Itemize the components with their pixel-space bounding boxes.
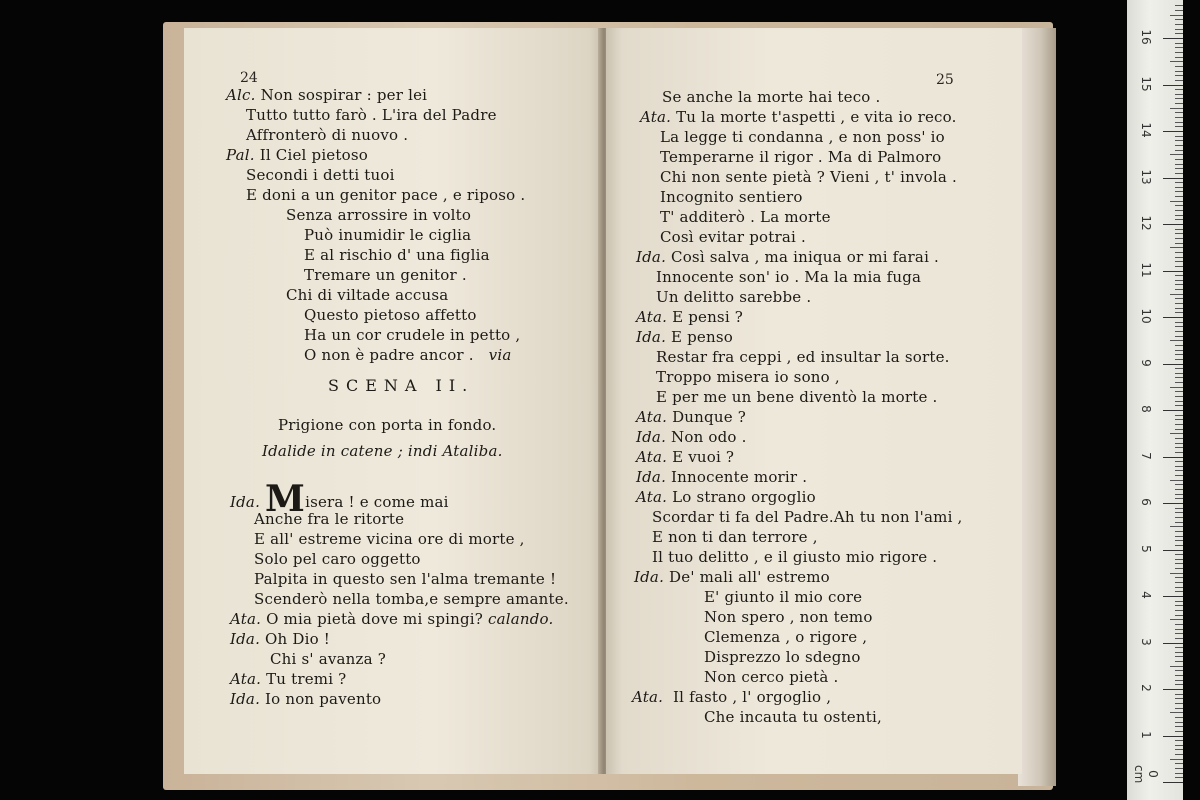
ruler-tick — [1175, 656, 1183, 657]
text-line: Scenderò nella tomba,e sempre amante. — [254, 590, 569, 608]
ruler-tick — [1163, 736, 1183, 737]
ruler-tick — [1175, 610, 1183, 611]
ruler-tick — [1175, 452, 1183, 453]
ruler-tick — [1175, 289, 1183, 290]
ruler-tick — [1175, 508, 1183, 509]
ruler-tick — [1175, 117, 1183, 118]
ruler-tick — [1175, 763, 1183, 764]
ruler-tick — [1175, 98, 1183, 99]
measuring-ruler — [1127, 0, 1183, 800]
ruler-tick — [1175, 773, 1183, 774]
text-line: Alc. Non sospirar : per lei — [226, 86, 428, 104]
text-line: Incognito sentiero — [660, 188, 803, 206]
ruler-tick — [1175, 308, 1183, 309]
ruler-tick — [1175, 266, 1183, 267]
text-line: Ida. Io non pavento — [230, 690, 382, 708]
ruler-tick — [1175, 749, 1183, 750]
ruler-tick — [1175, 373, 1183, 374]
ruler-tick — [1175, 112, 1183, 113]
ruler-tick — [1175, 168, 1183, 169]
ruler-tick — [1175, 424, 1183, 425]
drop-cap: M — [265, 478, 306, 520]
ruler-tick — [1170, 619, 1183, 620]
ruler-tick — [1175, 768, 1183, 769]
text-line: Ida. Così salva , ma iniqua or mi farai . — [636, 248, 940, 266]
text-line: Ata. Tu la morte t'aspetti , e vita io reco. — [640, 108, 957, 126]
ruler-tick — [1175, 559, 1183, 560]
text-line: Se anche la morte hai teco . — [662, 88, 881, 106]
ruler-tick — [1170, 526, 1183, 527]
ruler-tick — [1163, 643, 1183, 644]
ruler-tick — [1175, 475, 1183, 476]
ruler-tick — [1163, 689, 1183, 690]
text-line: Ida. De' mali all' estremo — [634, 568, 830, 586]
ruler-tick — [1170, 154, 1183, 155]
text-line: Clemenza , o rigore , — [704, 628, 868, 646]
ruler-tick — [1175, 415, 1183, 416]
text-line: Tremare un genitor . — [304, 266, 467, 284]
ruler-tick — [1163, 271, 1183, 272]
ruler-tick — [1175, 722, 1183, 723]
ruler-tick — [1175, 443, 1183, 444]
ruler-tick — [1175, 350, 1183, 351]
ruler-tick — [1175, 345, 1183, 346]
ruler-tick — [1175, 191, 1183, 192]
ruler-tick — [1175, 196, 1183, 197]
ruler-tick — [1175, 33, 1183, 34]
ruler-tick — [1175, 219, 1183, 220]
ruler-tick — [1175, 326, 1183, 327]
ruler-tick — [1175, 694, 1183, 695]
ruler-tick — [1175, 703, 1183, 704]
ruler-tick — [1175, 494, 1183, 495]
ruler-tick — [1175, 647, 1183, 648]
text-line: Palpita in questo sen l'alma tremante ! — [254, 570, 557, 588]
text-line: Ida. Misera ! e come mai — [230, 478, 449, 520]
ruler-tick — [1175, 257, 1183, 258]
text-line: Il tuo delitto , e il giusto mio rigore . — [652, 548, 938, 566]
text-line: Scordar ti fa del Padre.Ah tu non l'ami , — [652, 508, 963, 526]
ruler-tick — [1175, 229, 1183, 230]
ruler-tick — [1175, 140, 1183, 141]
text-line: Affronterò di nuovo . — [246, 126, 409, 144]
text-line: Ida. Oh Dio ! — [230, 630, 330, 648]
ruler-number: 15 — [1139, 75, 1153, 92]
ruler-tick — [1175, 303, 1183, 304]
ruler-number: 14 — [1139, 122, 1153, 138]
ruler-tick — [1163, 503, 1183, 504]
ruler-tick — [1175, 280, 1183, 281]
ruler-tick — [1175, 391, 1183, 392]
ruler-tick — [1175, 568, 1183, 569]
ruler-tick — [1175, 429, 1183, 430]
text-line: Questo pietoso affetto — [304, 306, 477, 324]
ruler-tick — [1175, 670, 1183, 671]
text-line: Ata. O mia pietà dove mi spingi? calando. — [230, 610, 554, 628]
ruler-number: 5 — [1139, 544, 1153, 553]
ruler-tick — [1163, 457, 1183, 458]
ruler-tick — [1175, 126, 1183, 127]
text-line: Senza arrossire in volto — [286, 206, 472, 224]
ruler-tick — [1175, 368, 1183, 369]
left-page — [184, 28, 602, 774]
ruler-tick — [1175, 150, 1183, 151]
ruler-tick — [1175, 517, 1183, 518]
ruler-tick — [1175, 5, 1183, 6]
text-line: Ata. Lo strano orgoglio — [636, 488, 816, 506]
ruler-tick — [1175, 624, 1183, 625]
ruler-tick — [1175, 238, 1183, 239]
ruler-tick — [1175, 587, 1183, 588]
ruler-tick — [1175, 57, 1183, 58]
ruler-tick — [1175, 531, 1183, 532]
scene-characters: Idalide in catene ; indi Ataliba. — [262, 442, 503, 460]
ruler-tick — [1175, 71, 1183, 72]
text-line: Innocente son' io . Ma la mia fuga — [656, 268, 922, 286]
page-number: 24 — [240, 70, 258, 86]
text-line: Ata. Dunque ? — [636, 408, 746, 426]
ruler-tick — [1175, 75, 1183, 76]
ruler-tick — [1175, 605, 1183, 606]
ruler-tick — [1175, 601, 1183, 602]
text-line: Ata. Il fasto , l' orgoglio , — [632, 688, 832, 706]
ruler-tick — [1175, 164, 1183, 165]
ruler-tick — [1175, 405, 1183, 406]
ruler-tick — [1175, 522, 1183, 523]
ruler-tick — [1163, 782, 1183, 783]
ruler-tick — [1175, 359, 1183, 360]
text-line: Disprezzo lo sdegno — [704, 648, 861, 666]
ruler-tick — [1175, 187, 1183, 188]
text-line: Ata. Tu tremi ? — [230, 670, 347, 688]
text-line: T' additerò . La morte — [660, 208, 831, 226]
ruler-number: 12 — [1139, 215, 1153, 231]
ruler-tick — [1175, 461, 1183, 462]
ruler-tick — [1175, 754, 1183, 755]
ruler-tick — [1175, 498, 1183, 499]
text-line: E per me un bene diventò la morte . — [656, 388, 938, 406]
ruler-tick — [1175, 680, 1183, 681]
ruler-tick — [1175, 322, 1183, 323]
text-line: Così evitar potrai . — [660, 228, 806, 246]
text-line: Temperarne il rigor . Ma di Palmoro — [660, 148, 942, 166]
ruler-tick — [1175, 726, 1183, 727]
ruler-unit-label: 0 cm — [1132, 765, 1160, 784]
ruler-tick — [1175, 331, 1183, 332]
right-page — [606, 28, 1022, 774]
ruler-tick — [1163, 364, 1183, 365]
ruler-tick — [1163, 178, 1183, 179]
ruler-tick — [1175, 182, 1183, 183]
ruler-tick — [1175, 684, 1183, 685]
ruler-tick — [1175, 215, 1183, 216]
ruler-tick — [1175, 382, 1183, 383]
ruler-tick — [1170, 433, 1183, 434]
text-line: Restar fra ceppi , ed insultar la sorte. — [656, 348, 950, 366]
ruler-tick — [1175, 438, 1183, 439]
ruler-tick — [1175, 745, 1183, 746]
text-line: Ida. E penso — [636, 328, 734, 346]
ruler-tick — [1175, 577, 1183, 578]
ruler-tick — [1175, 536, 1183, 537]
ruler-tick — [1175, 103, 1183, 104]
ruler-number: 3 — [1139, 637, 1153, 646]
scene-setting: Prigione con porta in fondo. — [278, 416, 497, 434]
ruler-tick — [1175, 652, 1183, 653]
ruler-tick — [1175, 615, 1183, 616]
ruler-tick — [1175, 94, 1183, 95]
ruler-tick — [1175, 252, 1183, 253]
ruler-tick — [1175, 354, 1183, 355]
ruler-tick — [1175, 447, 1183, 448]
text-line: Un delitto sarebbe . — [656, 288, 812, 306]
ruler-tick — [1175, 396, 1183, 397]
ruler-tick — [1175, 43, 1183, 44]
ruler-tick — [1175, 275, 1183, 276]
ruler-tick — [1170, 480, 1183, 481]
ruler-number: 8 — [1139, 405, 1153, 413]
ruler-tick — [1175, 136, 1183, 137]
ruler-tick — [1163, 550, 1183, 551]
ruler-number: 2 — [1139, 684, 1153, 692]
ruler-tick — [1175, 205, 1183, 206]
text-line: E doni a un genitor pace , e riposo . — [246, 186, 526, 204]
ruler-tick — [1175, 29, 1183, 30]
text-line: E' giunto il mio core — [704, 588, 863, 606]
ruler-tick — [1175, 401, 1183, 402]
text-line: Ha un cor crudele in petto , — [304, 326, 521, 344]
page-number: 25 — [936, 72, 954, 88]
ruler-tick — [1175, 512, 1183, 513]
text-line: Ida. Innocente morir . — [636, 468, 808, 486]
text-line: Ida. Non odo . — [636, 428, 747, 446]
ruler-tick — [1175, 233, 1183, 234]
ruler-number: 7 — [1139, 451, 1153, 460]
ruler-tick — [1175, 66, 1183, 67]
text-line: Chi di viltade accusa — [286, 286, 449, 304]
ruler-number: 6 — [1139, 498, 1153, 506]
ruler-tick — [1175, 777, 1183, 778]
ruler-tick — [1175, 122, 1183, 123]
ruler-number: 1 — [1139, 730, 1153, 739]
ruler-tick — [1175, 80, 1183, 81]
ruler-tick — [1175, 173, 1183, 174]
ruler-tick — [1175, 298, 1183, 299]
text-line: Troppo misera io sono , — [656, 368, 840, 386]
ruler-tick — [1175, 19, 1183, 20]
ruler-tick — [1170, 759, 1183, 760]
ruler-tick — [1163, 38, 1183, 39]
ruler-tick — [1175, 731, 1183, 732]
ruler-tick — [1175, 633, 1183, 634]
ruler-tick — [1175, 708, 1183, 709]
scene-heading: SCENA II. — [328, 376, 475, 395]
ruler-number: 16 — [1139, 29, 1153, 45]
text-line: Che incauta tu ostenti, — [704, 708, 882, 726]
text-line: Tutto tutto farò . L'ira del Padre — [246, 106, 497, 124]
ruler-tick — [1170, 294, 1183, 295]
ruler-tick — [1170, 712, 1183, 713]
ruler-tick — [1175, 545, 1183, 546]
ruler-tick — [1175, 717, 1183, 718]
ruler-tick — [1175, 554, 1183, 555]
text-line: La legge ti condanna , e non poss' io — [660, 128, 945, 146]
text-line: Ata. E vuoi ? — [636, 448, 735, 466]
ruler-tick — [1175, 89, 1183, 90]
ruler-tick — [1175, 47, 1183, 48]
ruler-tick — [1175, 582, 1183, 583]
ruler-tick — [1175, 243, 1183, 244]
ruler-tick — [1170, 201, 1183, 202]
ruler-tick — [1170, 666, 1183, 667]
ruler-tick — [1170, 15, 1183, 16]
text-line: Non spero , non temo — [704, 608, 873, 626]
ruler-tick — [1175, 145, 1183, 146]
text-line: Chi s' avanza ? — [270, 650, 386, 668]
text-line: E all' estreme vicina ore di morte , — [254, 530, 525, 548]
text-line: E al rischio d' una figlia — [304, 246, 490, 264]
ruler-tick — [1175, 489, 1183, 490]
ruler-tick — [1175, 629, 1183, 630]
ruler-tick — [1175, 261, 1183, 262]
text-line: Chi non sente pietà ? Vieni , t' invola . — [660, 168, 957, 186]
ruler-tick — [1175, 52, 1183, 53]
ruler-tick — [1170, 387, 1183, 388]
ruler-tick — [1163, 85, 1183, 86]
ruler-number: 4 — [1139, 591, 1153, 599]
text-line: Anche fra le ritorte — [254, 510, 405, 528]
ruler-tick — [1175, 284, 1183, 285]
ruler-tick — [1175, 540, 1183, 541]
ruler-number: 10 — [1139, 308, 1153, 324]
ruler-tick — [1175, 159, 1183, 160]
ruler-tick — [1170, 61, 1183, 62]
ruler-tick — [1175, 466, 1183, 467]
ruler-tick — [1175, 377, 1183, 378]
ruler-tick — [1175, 638, 1183, 639]
ruler-tick — [1170, 573, 1183, 574]
text-line: Può inumidir le ciglia — [304, 226, 472, 244]
ruler-tick — [1170, 108, 1183, 109]
page-block-edge — [1018, 28, 1056, 786]
text-line: Secondi i detti tuoi — [246, 166, 395, 184]
text-line: E non ti dan terrore , — [652, 528, 818, 546]
ruler-tick — [1175, 336, 1183, 337]
text-line: Solo pel caro oggetto — [254, 550, 421, 568]
ruler-tick — [1175, 661, 1183, 662]
ruler-tick — [1163, 410, 1183, 411]
text-line: Ata. E pensi ? — [636, 308, 744, 326]
ruler-tick — [1175, 740, 1183, 741]
ruler-tick — [1163, 596, 1183, 597]
ruler-tick — [1170, 247, 1183, 248]
ruler-tick — [1175, 563, 1183, 564]
ruler-tick — [1175, 24, 1183, 25]
ruler-tick — [1175, 484, 1183, 485]
ruler-tick — [1163, 317, 1183, 318]
text-line: O non è padre ancor . via — [304, 346, 512, 364]
ruler-tick — [1175, 698, 1183, 699]
text-line: Non cerco pietà . — [704, 668, 839, 686]
ruler-tick — [1163, 131, 1183, 132]
ruler-tick — [1175, 419, 1183, 420]
ruler-tick — [1175, 591, 1183, 592]
ruler-tick — [1175, 675, 1183, 676]
ruler-tick — [1175, 10, 1183, 11]
ruler-number: 9 — [1139, 358, 1153, 367]
ruler-tick — [1175, 210, 1183, 211]
ruler-number: 13 — [1139, 168, 1153, 185]
ruler-tick — [1170, 340, 1183, 341]
ruler-tick — [1175, 470, 1183, 471]
ruler-tick — [1163, 224, 1183, 225]
ruler-number: 11 — [1139, 261, 1153, 278]
text-line: Pal. Il Ciel pietoso — [226, 146, 368, 164]
ruler-tick — [1175, 312, 1183, 313]
